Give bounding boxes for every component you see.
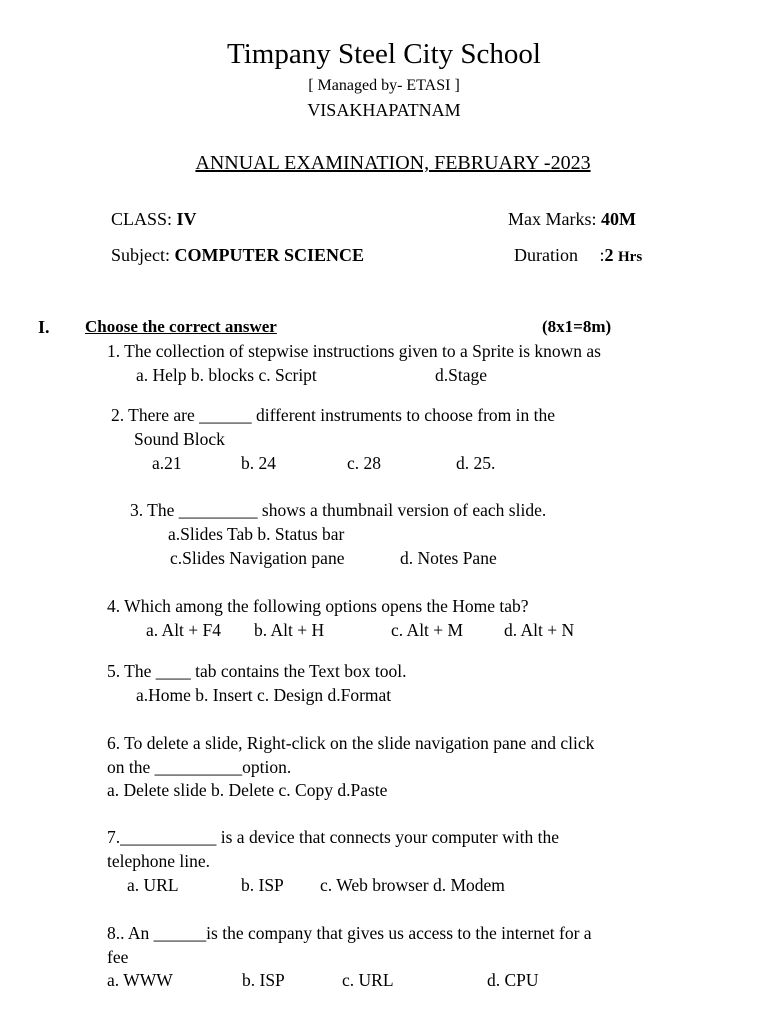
duration-separator: : <box>599 245 605 265</box>
question-5-text: 5. The ____ tab contains the Text box tool. <box>107 661 407 681</box>
duration-label: Duration <box>514 245 578 265</box>
question-7-text-line1: 7.___________ is a device that connects your computer with the <box>107 827 559 847</box>
question-7-text-line2: telephone line. <box>107 851 211 871</box>
question-1-options: a. Help b. blocks c. Script <box>136 365 317 385</box>
section-number: I. <box>38 317 50 337</box>
max-marks-value: 40M <box>601 209 636 229</box>
duration-number: 2 <box>604 245 614 265</box>
question-7-option-a: a. URL <box>127 875 179 895</box>
duration-unit: Hrs <box>618 249 643 265</box>
question-6-text-line1: 6. To delete a slide, Right-click on the slide navigation pane and click <box>107 733 595 753</box>
question-4-option-b: b. Alt + H <box>254 620 325 640</box>
managed-by-line: [ Managed by- ETASI ] <box>308 77 460 94</box>
question-4-option-c: c. Alt + M <box>391 620 464 640</box>
question-2-text-line1: 2. There are ______ different instruments to choose from in the <box>111 405 556 425</box>
city-name: VISAKHAPATNAM <box>307 100 461 120</box>
subject-value: COMPUTER SCIENCE <box>174 245 365 265</box>
question-3-option-d: d. Notes Pane <box>400 548 497 568</box>
question-4-text: 4. Which among the following options opens the Home tab? <box>107 596 529 616</box>
subject-info <box>111 246 364 264</box>
class-value: IV <box>176 209 197 229</box>
question-6-text-line2: on the __________option. <box>107 757 292 777</box>
class-info <box>111 210 197 228</box>
question-8-option-c: c. URL <box>342 970 394 990</box>
max-marks-label: Max Marks: <box>508 209 601 229</box>
question-8-option-a: a. WWW <box>107 970 173 990</box>
question-3-option-c: c.Slides Navigation pane <box>170 548 345 568</box>
question-1-option-d: d.Stage <box>435 365 488 385</box>
question-3-text: 3. The _________ shows a thumbnail version of each slide. <box>130 500 547 520</box>
subject-label: Subject: <box>111 245 175 265</box>
question-6-options: a. Delete slide b. Delete c. Copy d.Paste <box>107 780 388 800</box>
question-8-text-line1: 8.. An ______is the company that gives us access to the internet for a <box>107 923 592 943</box>
question-4-option-a: a. Alt + F4 <box>146 620 222 640</box>
question-7-option-b: b. ISP <box>241 875 284 895</box>
question-5-options: a.Home b. Insert c. Design d.Format <box>136 685 392 705</box>
school-name: Timpany Steel City School <box>227 38 541 70</box>
question-8-option-b: b. ISP <box>242 970 285 990</box>
question-2-text-line2: Sound Block <box>134 429 225 449</box>
question-2-option-d: d. 25. <box>456 453 496 473</box>
question-8-text-line2: fee <box>107 947 129 967</box>
question-2-option-b: b. 24 <box>241 453 276 473</box>
question-1-text: 1. The collection of stepwise instructions given to a Sprite is known as <box>107 341 601 361</box>
question-7-options-c-d: c. Web browser d. Modem <box>320 875 505 895</box>
question-3-options-line1: a.Slides Tab b. Status bar <box>168 524 345 544</box>
exam-title: ANNUAL EXAMINATION, FEBRUARY -2023 <box>195 152 591 174</box>
duration-info <box>514 246 642 265</box>
question-4-option-d: d. Alt + N <box>504 620 575 640</box>
max-marks-info <box>508 210 636 228</box>
class-label: CLASS: <box>111 209 177 229</box>
question-8-option-d: d. CPU <box>487 970 539 990</box>
section-title: Choose the correct answer <box>85 317 277 336</box>
question-2-option-c: c. 28 <box>347 453 382 473</box>
section-marks: (8x1=8m) <box>542 317 612 336</box>
question-2-option-a: a.21 <box>152 453 182 473</box>
